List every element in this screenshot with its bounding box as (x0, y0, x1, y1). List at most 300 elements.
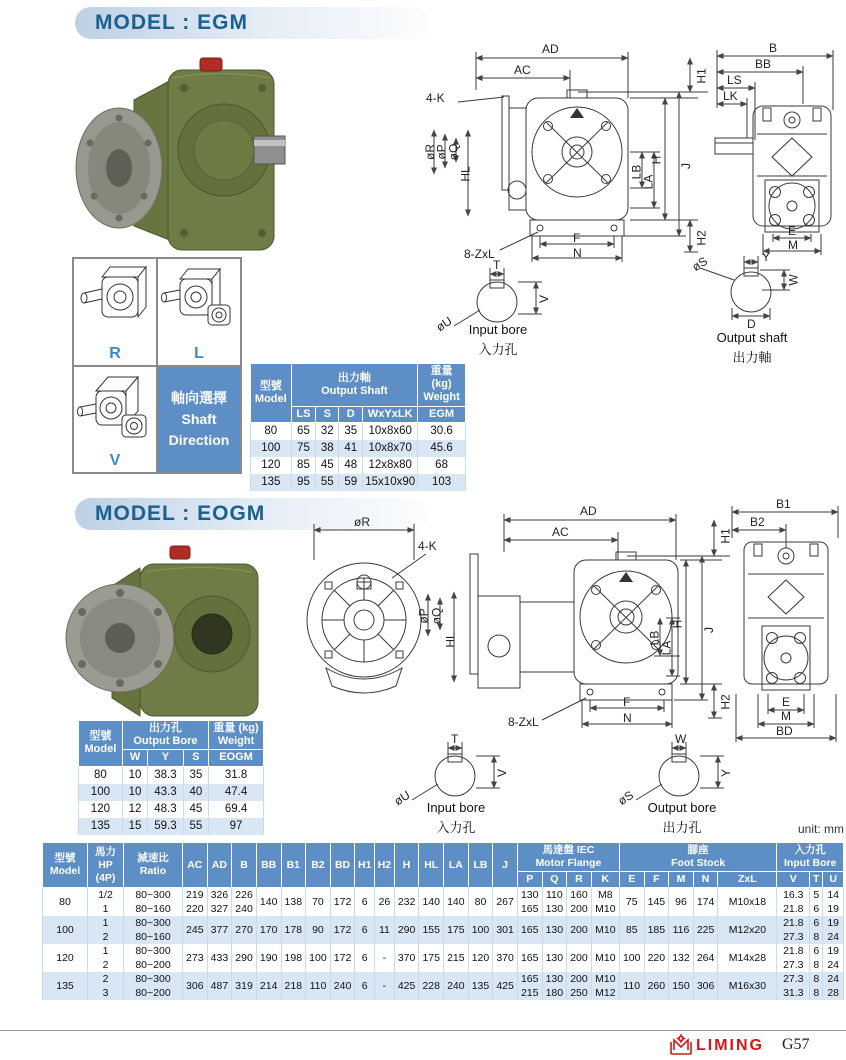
dim-header-cell: H2 (375, 843, 395, 888)
dim-cell: 80~300 (124, 916, 183, 930)
dim-cell: 2 (88, 972, 124, 986)
dim-label-h: H (670, 619, 685, 629)
dim-cell: 145 (644, 888, 669, 917)
dim-cell: 165 (517, 972, 542, 986)
dim-label-ls: LS (727, 73, 742, 87)
dim-header-cell: T (810, 872, 823, 888)
dim-cell: 200 (567, 902, 592, 916)
dim-cell: 170 (256, 916, 281, 944)
dim-cell: 80~300 (124, 888, 183, 903)
output-bore-caption-zh: 出力孔 (662, 820, 702, 835)
dim-row (43, 888, 844, 903)
output-bore-caption-en: Output bore (647, 800, 717, 815)
dim-cell: 120 (43, 944, 88, 972)
dim-cell: 377 (207, 916, 232, 944)
dim-cell: 26 (375, 888, 395, 917)
dim-cell: 225 (693, 916, 718, 944)
dim-label-or: øR (354, 515, 370, 529)
dim-cell: 100 (43, 916, 88, 944)
cell: 48.3 (148, 801, 183, 818)
shaft-letter-r: R (109, 344, 121, 362)
dim-header-cell: AD (207, 843, 232, 888)
dim-header-cell: M (669, 872, 694, 888)
dim-cell: 8 (810, 986, 823, 1000)
cell: 100 (251, 440, 292, 457)
gearbox-iso-l-icon (158, 259, 240, 343)
dim-cell: 5 (810, 888, 823, 903)
egm-subcol-s: S (316, 406, 339, 422)
dim-cell: 75 (619, 888, 644, 917)
cell: 38 (316, 440, 339, 457)
dim-label-j: J (702, 627, 716, 633)
egm-subcol-d: D (339, 406, 363, 422)
cell: 10 (122, 766, 147, 784)
eogm-section-title: MODEL : EOGM (75, 498, 430, 530)
dim-label-ad: AD (542, 42, 559, 56)
dim-cell: 6 (810, 944, 823, 958)
dim-cell: 140 (419, 888, 444, 917)
dim-cell: 24 (823, 930, 844, 944)
eogm-subcol-s: S (183, 750, 208, 766)
dim-cell: 240 (330, 972, 355, 1000)
dim-header-cell: J (493, 843, 518, 888)
dim-label-d: D (747, 317, 756, 331)
dim-row (43, 972, 844, 986)
cell: 45.6 (418, 440, 466, 457)
unit-note: unit: mm (797, 822, 844, 836)
dim-cell: 19 (823, 902, 844, 916)
dim-cell: 1 (88, 902, 124, 916)
egm-output-shaft-detail (689, 250, 846, 365)
dim-cell: 175 (444, 916, 469, 944)
shaft-option-l (157, 258, 241, 366)
dim-cell: M14x28 (718, 944, 777, 972)
eogm-col-model: 型號 Model (79, 721, 123, 767)
dim-cell: 130 (517, 888, 542, 903)
egm-front-view-drawing (418, 40, 713, 264)
table-row (79, 801, 264, 818)
dim-cell: 100 (468, 916, 493, 944)
dim-label-os: øS (689, 253, 710, 275)
shaft-option-r (73, 258, 157, 366)
dim-label-w: W (786, 274, 801, 286)
egm-section-title: MODEL : EGM (75, 7, 430, 39)
cell: 10 (122, 784, 147, 801)
dim-cell: 327 (207, 902, 232, 916)
dim-header-cell: Q (542, 872, 567, 888)
dim-header-cell: E (619, 872, 644, 888)
dim-cell: 130 (542, 972, 567, 986)
dim-label-oq: øQ (429, 607, 444, 625)
cell: 47.4 (209, 784, 264, 801)
dim-cell: 165 (517, 916, 542, 944)
dim-cell: 6 (355, 944, 375, 972)
output-shaft-caption-zh: 出力軸 (732, 350, 772, 365)
eogm-product-photo (62, 538, 262, 730)
table-row (79, 818, 264, 835)
dim-cell: M10x18 (718, 888, 777, 917)
cell: 55 (316, 474, 339, 491)
dim-cell: 6 (355, 888, 375, 917)
dim-cell: 11 (375, 916, 395, 944)
gearbox-photo-eogm-image (62, 538, 262, 730)
eogm-col-output-bore: 出力孔 Output Bore (122, 721, 208, 750)
dim-cell: 165 (517, 944, 542, 972)
dim-header-cell: V (777, 872, 810, 888)
cell: 10x8x70 (363, 440, 418, 457)
dim-cell: 21.8 (777, 944, 810, 958)
dim-cell: 220 (644, 944, 669, 972)
output-shaft-caption-en: Output shaft (716, 330, 788, 345)
dim-label-t: T (493, 258, 501, 272)
eogm-front-view-drawing (412, 502, 734, 738)
dim-cell: 135 (468, 972, 493, 1000)
cell: 97 (209, 818, 264, 835)
dim-label-b: B (769, 41, 778, 55)
footer-divider (0, 1030, 846, 1031)
dim-cell: 14 (823, 888, 844, 903)
dim-cell: 232 (394, 888, 419, 917)
shaft-letter-l: L (194, 344, 204, 362)
dim-cell: 116 (669, 916, 694, 944)
cell: 59 (339, 474, 363, 491)
dim-cell: 31.3 (777, 986, 810, 1000)
dim-label-8zxl: 8-ZxL (508, 715, 539, 729)
dim-cell: 370 (493, 944, 518, 972)
dim-cell: 27.3 (777, 972, 810, 986)
dim-label-b2: B2 (750, 515, 765, 529)
dim-cell: 487 (207, 972, 232, 1000)
egm-side-view-drawing (705, 40, 845, 255)
dim-cell: 290 (232, 944, 257, 972)
dim-header-cell: LB (468, 843, 493, 888)
table-row (79, 784, 264, 801)
dim-label-e: E (782, 695, 791, 709)
egm-col-output-shaft: 出力軸 Output Shaft (291, 364, 418, 407)
dim-cell: 21.8 (777, 902, 810, 916)
dim-cell: 218 (281, 972, 306, 1000)
shaft-direction-title-zh: 軸向選擇 (171, 389, 227, 406)
dim-cell: 6 (355, 916, 375, 944)
dim-cell: M16x30 (718, 972, 777, 1000)
dim-cell: 190 (256, 944, 281, 972)
dim-cell: M10 (591, 902, 619, 916)
cell: 31.8 (209, 766, 264, 784)
table-row (79, 766, 264, 784)
dim-cell: 80~300 (124, 944, 183, 958)
dim-cell: M10 (591, 916, 619, 944)
dim-header-cell: B1 (281, 843, 306, 888)
dim-cell: 2 (88, 958, 124, 972)
gearbox-iso-r-icon (74, 259, 156, 343)
cell: 135 (251, 474, 292, 491)
cell: 12x8x80 (363, 457, 418, 474)
dim-cell: M12x20 (718, 916, 777, 944)
eogm-side-view-drawing (724, 498, 846, 750)
dim-header-cell: 入力孔 Input Bore (777, 843, 844, 872)
dim-cell: 172 (330, 888, 355, 917)
dim-cell: 27.3 (777, 958, 810, 972)
dim-cell: - (375, 972, 395, 1000)
dim-cell: 100 (619, 944, 644, 972)
dim-label-la: LA (641, 174, 656, 190)
dim-label-t: T (451, 732, 459, 746)
dim-label-b1: B1 (776, 497, 791, 511)
dim-label-n: N (623, 711, 632, 725)
dim-header-cell: P (517, 872, 542, 888)
dim-cell: 306 (693, 972, 718, 1000)
dim-cell: 1 (88, 944, 124, 958)
dim-cell: 178 (281, 916, 306, 944)
dim-cell: M10 (591, 972, 619, 986)
dim-label-v: V (537, 294, 552, 304)
dim-header-cell: N (693, 872, 718, 888)
dim-header-cell: 腳座 Foot Stock (619, 843, 777, 872)
dim-header-cell: 馬達盤 IEC Motor Flange (517, 843, 619, 872)
dim-cell: 8 (810, 972, 823, 986)
dim-cell: 132 (669, 944, 694, 972)
dim-label-op: øP (434, 144, 449, 160)
dim-cell: 6 (355, 972, 375, 1000)
dim-cell: 96 (669, 888, 694, 917)
cell: 55 (183, 818, 208, 835)
dim-label-ac: AC (514, 63, 531, 77)
brand-name: LIMING (696, 1037, 764, 1054)
dim-cell: 172 (330, 944, 355, 972)
dim-label-bd: BD (776, 724, 793, 738)
dim-label-op: øP (416, 608, 431, 624)
cell: 40 (183, 784, 208, 801)
dim-cell: 80~160 (124, 930, 183, 944)
cell: 80 (251, 422, 292, 440)
dim-label-j: J (679, 163, 693, 169)
dim-label-os: øS (615, 787, 636, 809)
shaft-direction-title-en1: Shaft (181, 410, 217, 427)
eogm-subcol-w: W (122, 750, 147, 766)
dim-header-cell: AC (183, 843, 208, 888)
dim-label-ac: AC (552, 525, 569, 539)
shaft-option-v (73, 366, 157, 474)
liming-logo-icon (668, 1034, 694, 1056)
dim-label-4k: 4-K (426, 91, 445, 105)
cell: 35 (183, 766, 208, 784)
dim-cell: 240 (444, 972, 469, 1000)
dim-header-cell: BB (256, 843, 281, 888)
cell: 69.4 (209, 801, 264, 818)
dim-cell: 165 (517, 902, 542, 916)
shaft-direction-title-en2: Direction (168, 431, 230, 448)
dim-cell: 172 (330, 916, 355, 944)
dim-cell: 24 (823, 958, 844, 972)
dim-cell: 155 (419, 916, 444, 944)
dim-cell: 110 (542, 888, 567, 903)
dim-cell: 250 (567, 986, 592, 1000)
dim-cell: 135 (43, 972, 88, 1000)
eogm-output-bore-table (78, 720, 264, 835)
dim-cell: 370 (394, 944, 419, 972)
shaft-direction-legend (157, 366, 241, 474)
dim-cell: 267 (493, 888, 518, 917)
dim-cell: 19 (823, 944, 844, 958)
dim-cell: 90 (306, 916, 331, 944)
cell: 10x8x60 (363, 422, 418, 440)
egm-col-model: 型號 Model (251, 364, 292, 423)
dim-cell: 138 (281, 888, 306, 917)
dim-cell: 110 (619, 972, 644, 1000)
dim-header-cell: B2 (306, 843, 331, 888)
dim-label-lk: LK (723, 89, 738, 103)
dim-cell: 140 (444, 888, 469, 917)
dim-cell: 264 (693, 944, 718, 972)
dim-cell: 319 (232, 972, 257, 1000)
dim-row (43, 916, 844, 930)
dim-cell: 16.3 (777, 888, 810, 903)
dim-label-bb: BB (755, 57, 772, 71)
table-row (251, 457, 466, 474)
dim-cell: 185 (644, 916, 669, 944)
cell: 30.6 (418, 422, 466, 440)
dim-label-lb: LB (647, 630, 662, 646)
dim-cell: 85 (619, 916, 644, 944)
dim-cell: 19 (823, 916, 844, 930)
dim-cell: 130 (542, 944, 567, 972)
main-dimension-table (42, 842, 844, 1000)
cell: 103 (418, 474, 466, 491)
dim-label-4k: 4-K (418, 539, 437, 553)
dim-cell: 270 (232, 916, 257, 944)
table-row (251, 440, 466, 457)
dim-header-cell: LA (444, 843, 469, 888)
dim-cell: 425 (394, 972, 419, 1000)
dim-header-cell: HL (419, 843, 444, 888)
dim-header-cell: 型號 Model (43, 843, 88, 888)
dim-cell: M10 (591, 944, 619, 972)
dim-cell: 130 (542, 916, 567, 944)
dim-label-ad: AD (580, 504, 597, 518)
cell: 100 (79, 784, 123, 801)
dim-cell: 180 (542, 986, 567, 1000)
input-bore-caption-zh: 入力孔 (436, 820, 476, 835)
dim-header-cell: H1 (355, 843, 375, 888)
cell: 12 (122, 801, 147, 818)
dim-cell: 220 (183, 902, 208, 916)
dim-cell: 140 (256, 888, 281, 917)
dim-cell: 301 (493, 916, 518, 944)
dim-label-y: Y (762, 250, 771, 264)
dim-cell: 433 (207, 944, 232, 972)
dim-cell: - (375, 944, 395, 972)
eogm-input-bore-detail (390, 732, 540, 840)
shaft-direction-table (72, 257, 242, 474)
dim-cell: 80~200 (124, 958, 183, 972)
dim-cell: M12 (591, 986, 619, 1000)
dim-label-m: M (781, 709, 791, 723)
gearbox-photo-egm-image (72, 48, 287, 260)
dim-cell: 425 (493, 972, 518, 1000)
dim-cell: 110 (306, 972, 331, 1000)
dim-label-f: F (573, 231, 581, 245)
dim-cell: 214 (256, 972, 281, 1000)
dim-header-cell: R (567, 872, 592, 888)
dim-cell: 219 (183, 888, 208, 903)
egm-product-photo (72, 48, 287, 260)
egm-subcol-weight-egm: EGM (418, 406, 466, 422)
dim-cell: 198 (281, 944, 306, 972)
dim-cell: 6 (810, 902, 823, 916)
dim-header-cell: U (823, 872, 844, 888)
dim-cell: 273 (183, 944, 208, 972)
egm-subcol-ls: LS (291, 406, 316, 422)
dim-label-ou: øU (433, 313, 455, 335)
dim-cell: 2 (88, 930, 124, 944)
dim-label-e: E (788, 224, 797, 238)
dim-cell: 70 (306, 888, 331, 917)
cell: 45 (316, 457, 339, 474)
dim-cell: 100 (306, 944, 331, 972)
dim-cell: 174 (693, 888, 718, 917)
cell: 65 (291, 422, 316, 440)
dim-label-f: F (623, 695, 631, 709)
dim-cell: 290 (394, 916, 419, 944)
cell: 80 (79, 766, 123, 784)
eogm-subcol-y: Y (148, 750, 183, 766)
cell: 45 (183, 801, 208, 818)
dim-cell: 6 (810, 916, 823, 930)
gearbox-iso-v-icon (74, 367, 156, 451)
cell: 75 (291, 440, 316, 457)
dim-label-hl: HL (458, 166, 473, 182)
dim-cell: 326 (207, 888, 232, 903)
dim-label-oq: øQ (446, 143, 461, 161)
dim-cell: 3 (88, 986, 124, 1000)
dim-cell: 80~160 (124, 902, 183, 916)
dim-cell: 228 (419, 972, 444, 1000)
table-row (251, 474, 466, 491)
cell: 120 (79, 801, 123, 818)
dim-cell: 1 (88, 916, 124, 930)
dim-label-m: M (788, 238, 798, 252)
cell: 38.3 (148, 766, 183, 784)
dim-label-h: H (649, 155, 664, 165)
cell: 120 (251, 457, 292, 474)
dim-label-lb: LB (629, 164, 644, 180)
egm-output-shaft-table (250, 363, 466, 491)
input-bore-caption-zh: 入力孔 (478, 342, 518, 357)
dim-cell: 1/2 (88, 888, 124, 903)
eogm-col-weight: 重量 (kg) Weight (209, 721, 264, 750)
shaft-letter-v: V (109, 452, 121, 469)
dim-cell: 200 (567, 916, 592, 944)
dim-cell: 80 (43, 888, 88, 917)
egm-input-bore-detail (430, 258, 590, 360)
dim-header-cell: B (232, 843, 257, 888)
dim-label-h1: H1 (694, 68, 709, 84)
dim-cell: 260 (644, 972, 669, 1000)
table-row (251, 422, 466, 440)
dim-cell: 130 (542, 902, 567, 916)
eogm-subcol-weight-eogm: EOGM (209, 750, 264, 766)
dim-cell: 215 (517, 986, 542, 1000)
page-number: G57 (782, 1036, 810, 1053)
dim-header-cell: ZxL (718, 872, 777, 888)
dim-header-cell: H (394, 843, 419, 888)
dim-cell: 80~200 (124, 986, 183, 1000)
dim-label-v: V (495, 768, 510, 778)
dim-label-n: N (573, 246, 582, 260)
cell: 15x10x90 (363, 474, 418, 491)
dim-header-cell: K (591, 872, 619, 888)
dim-cell: 200 (567, 944, 592, 972)
